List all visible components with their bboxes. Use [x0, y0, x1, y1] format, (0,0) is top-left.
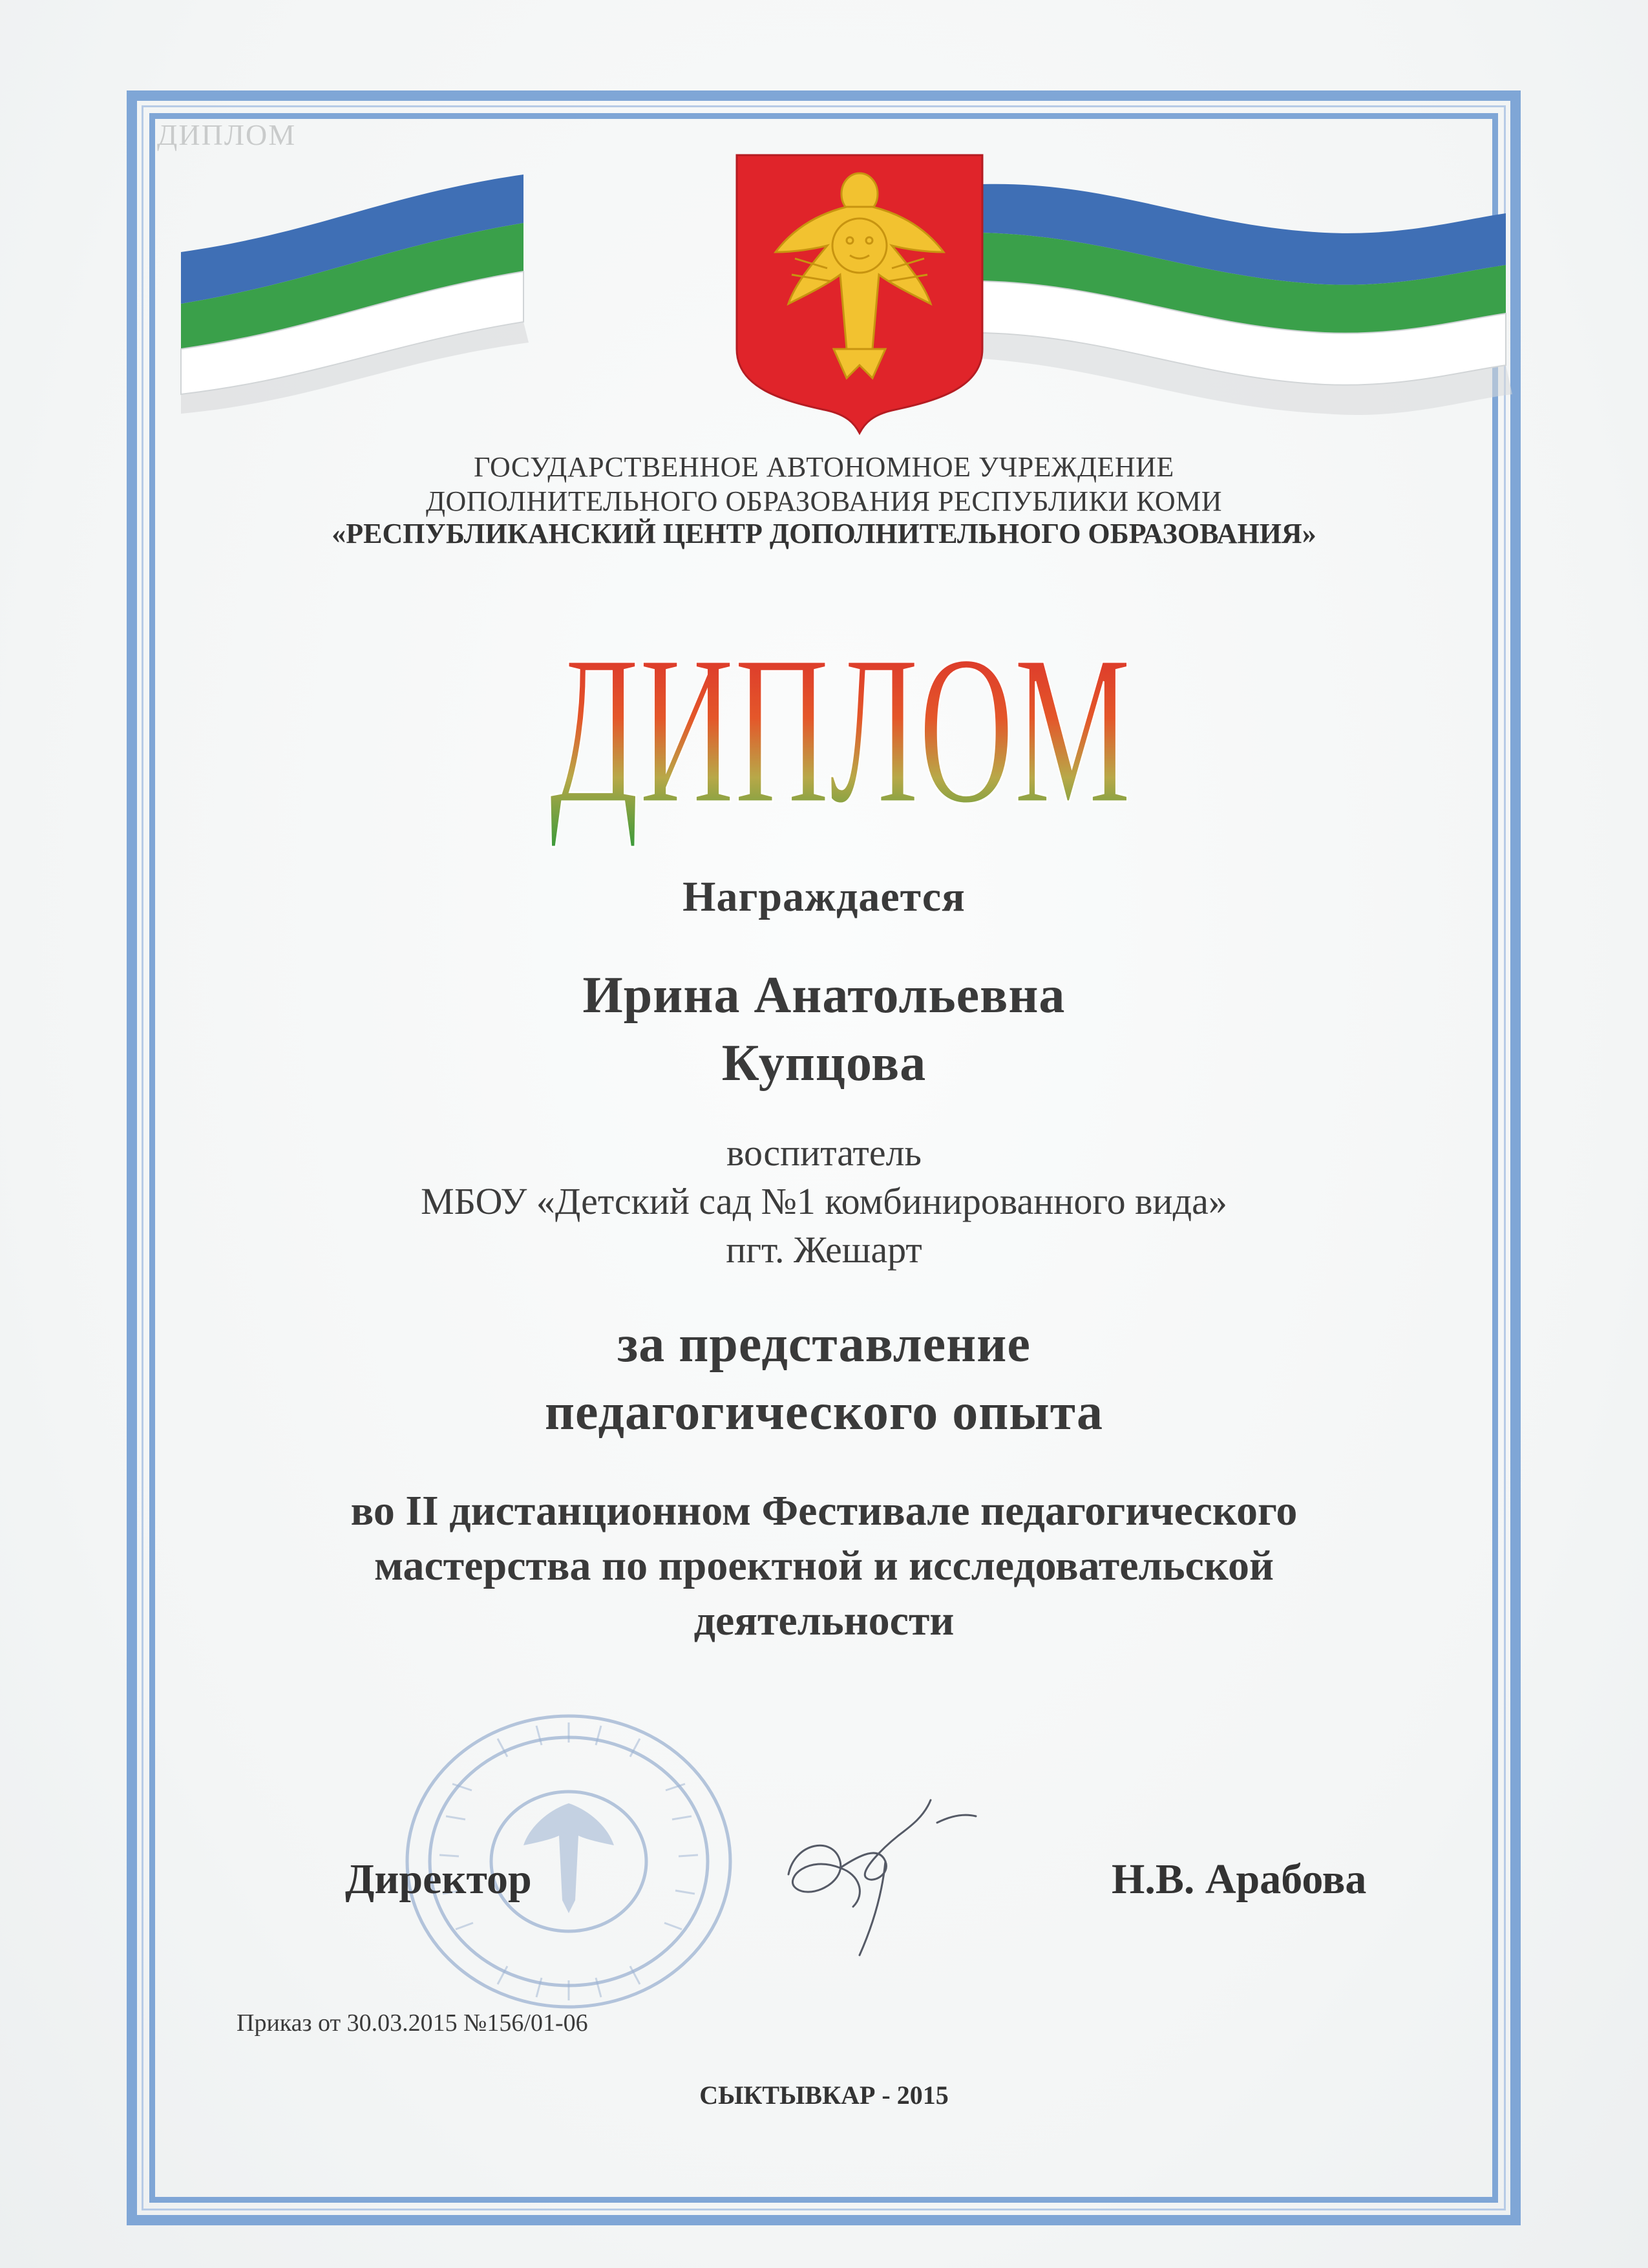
- komi-coat-of-arms-icon: [737, 155, 982, 433]
- flags-and-coat-of-arms: [174, 155, 1519, 440]
- org-line-1: ГОСУДАРСТВЕННОЕ АВТОНОМНОЕ УЧРЕЖДЕНИЕ: [474, 451, 1174, 483]
- recipient-locality: пгт. Жешарт: [726, 1229, 922, 1271]
- right-flag-icon: [982, 184, 1512, 415]
- footer-city-year: СЫКТЫВКАР - 2015: [699, 2081, 949, 2110]
- event-line-3: деятельности: [693, 1597, 955, 1644]
- handwritten-signature: [769, 1771, 1002, 1965]
- signature-role: Директор: [345, 1856, 532, 1903]
- reason-line-2: педагогического опыта: [544, 1384, 1104, 1441]
- recipient-school: МБОУ «Детский сад №1 комбинированного вида»: [421, 1180, 1227, 1222]
- order-note: Приказ от 30.03.2015 №156/01-06: [237, 2009, 588, 2037]
- diploma-title-text: ДИПЛОМ: [549, 611, 1131, 849]
- signer-name: Н.В. Арабова: [1112, 1856, 1367, 1903]
- awarded-label: Награждается: [682, 873, 966, 920]
- reason-line-1: за представление: [617, 1316, 1031, 1373]
- event-line-2: мастерства по проектной и исследовательской: [374, 1542, 1274, 1589]
- org-line-3: «РЕСПУБЛИКАНСКИЙ ЦЕНТР ДОПОЛНИТЕЛЬНОГО ОБРАЗОВАНИЯ»: [332, 518, 1316, 549]
- event-line-1: во II дистанционном Фестивале педагогического: [350, 1487, 1298, 1534]
- org-line-2: ДОПОЛНИТЕЛЬНОГО ОБРАЗОВАНИЯ РЕСПУБЛИКИ КОМИ: [425, 485, 1223, 517]
- diploma-title: [530, 595, 1150, 849]
- recipient-first-names: Ирина Анатольевна: [582, 967, 1066, 1024]
- recipient-surname: Купцова: [721, 1035, 927, 1092]
- ghost-watermark: ДИПЛОМ: [157, 118, 297, 151]
- recipient-position: воспитатель: [726, 1132, 922, 1174]
- left-flag-icon: [181, 175, 529, 414]
